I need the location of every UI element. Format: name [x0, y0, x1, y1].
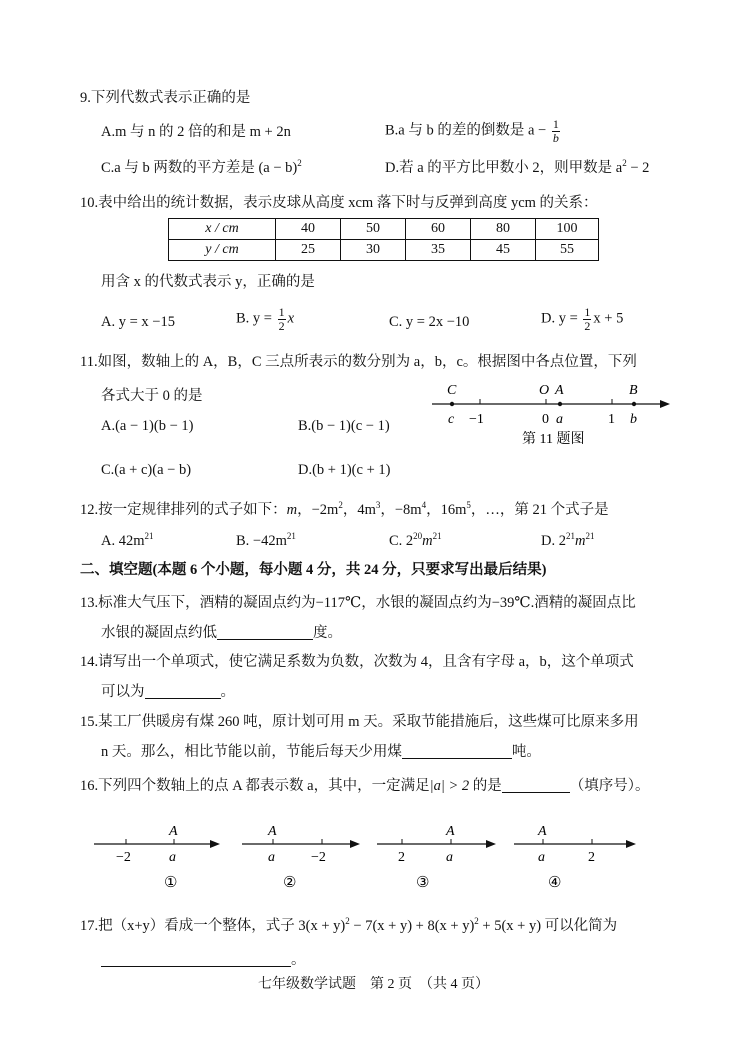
q16-answer-blank[interactable]: [502, 778, 570, 793]
q16-stem: [80, 778, 650, 795]
table-row: [169, 219, 599, 240]
value-neg1: −1: [469, 412, 484, 427]
arrow-right-icon: [660, 400, 670, 408]
point-label: A: [538, 824, 547, 839]
q16-axis-2: [242, 824, 360, 891]
q10-option-c: C. y = 2x −10: [389, 314, 470, 330]
q11-stem-line2: 各式大于 0 的是: [101, 388, 203, 404]
value-1: 1: [608, 412, 615, 427]
q12-c-base: C. 2: [389, 533, 414, 549]
q10-b-prefix: B. y =: [236, 310, 272, 327]
section2-title: 二、填空题(本题 6 个小题，每小题 4 分，共 24 分，只要求写出最后结果): [80, 562, 547, 578]
q14-line2: [101, 684, 235, 701]
q12-stem-suffix: ，…，第 21 个式子是: [470, 502, 609, 518]
point-a-dot: [558, 402, 562, 406]
q12-b-text: B. −42m: [236, 533, 287, 549]
q17-mid2: + 5(x + y) 可以化简为: [478, 918, 618, 934]
q10-stem: 10.表中给出的统计数据，表示皮球从高度 xcm 落下时与反弹到高度 ycm 的关系：: [80, 195, 598, 211]
page-footer: 七年级数学试题 第 2 页 （共 4 页）: [258, 977, 489, 992]
q12-stem: 12.按一定规律排列的式子如下：m，$-2m^2$，$4m^3$，$-8m^4$，$16m^5$，…，第 21 个式子是: [80, 500, 609, 518]
q10-d-num: 1: [584, 305, 591, 319]
ref-value: 2: [588, 850, 595, 865]
table-cell: 25: [276, 240, 341, 261]
q13-line2-suffix: 度。: [313, 625, 342, 641]
q15-line2-prefix: n 天。那么，相比节能以前，节能后每天少用煤: [101, 744, 402, 760]
axis-number-label: ③: [416, 875, 430, 891]
q12-option-c: [389, 533, 442, 550]
point-value: a: [169, 850, 176, 865]
q17-exp1: 2: [345, 916, 350, 926]
q10-d-prefix: D. y =: [541, 310, 578, 327]
q14-line2-suffix: 。: [220, 684, 235, 700]
q9-b-frac-num: 1: [552, 117, 559, 131]
q10-option-b: [236, 306, 294, 332]
arrow-right-icon: [626, 840, 636, 848]
label-A: A: [555, 383, 564, 398]
q15-line1: 15.某工厂供暖房有煤 260 吨，原计划可用 m 天。采取节能措施后，这些煤可比原来多用: [80, 714, 639, 730]
q17-line2-suffix: 。: [291, 952, 306, 968]
table-cell: 60: [406, 219, 471, 240]
q12-b-exp: 21: [286, 531, 296, 541]
label-C: C: [447, 383, 457, 398]
q14-line1: 14.请写出一个单项式，使它满足系数为负数，次数为 4，且含有字母 a，b，这个单项式: [80, 654, 634, 670]
ref-value: 2: [398, 850, 405, 865]
q12-stem-prefix: 12.按一定规律排列的式子如下：: [80, 502, 287, 518]
table-cell: 45: [471, 240, 536, 261]
q17-exp2: 2: [474, 916, 479, 926]
q16-axis-4: [514, 824, 636, 891]
table-cell: 100: [536, 219, 599, 240]
q12-term3-exp: 3: [375, 500, 381, 510]
q14-answer-blank[interactable]: [145, 684, 221, 699]
q12-d-base: D. 2: [541, 533, 566, 549]
q16-axis-1: [94, 824, 220, 891]
table-header-x: x / cm: [169, 219, 276, 240]
q10-data-table: [168, 218, 599, 261]
value-0: 0: [542, 412, 549, 427]
q12-a-text: A. 42m: [101, 533, 145, 549]
point-value: a: [268, 850, 275, 865]
q15-answer-blank[interactable]: [402, 744, 512, 759]
q14-line2-prefix: 可以为: [101, 684, 145, 700]
q10-b-fraction: [278, 306, 286, 332]
arrow-right-icon: [486, 840, 496, 848]
table-header-y: y / cm: [169, 240, 276, 261]
q17-mid1: − 7(x + y) + 8(x + y): [349, 918, 475, 934]
q9-d-prefix: D.若 a 的平方比甲数小 2，则甲数是 a: [385, 160, 623, 176]
q13-line2: [101, 625, 342, 642]
ref-value: −2: [116, 850, 131, 865]
q9-b-fraction: [552, 118, 560, 144]
q9-option-a: A.m 与 n 的 2 倍的和是 m + 2n: [101, 124, 291, 140]
q12-c-exp2: 21: [432, 531, 442, 541]
q9-d-suffix: − 2: [626, 160, 650, 176]
q13-answer-blank[interactable]: [217, 625, 313, 640]
q15-line2: [101, 744, 541, 761]
axis-number-label: ④: [548, 875, 562, 891]
q12-term2-exp: 2: [338, 500, 343, 510]
q11-option-c: C.(a + c)(a − b): [101, 462, 192, 478]
q10-b-num: 1: [278, 305, 285, 319]
table-cell: 35: [406, 240, 471, 261]
q13-line1: 13.标准大气压下，酒精的凝固点约为−117℃，水银的凝固点约为−39℃.酒精的凝固点比: [80, 595, 636, 611]
q12-term4: −8m: [394, 502, 422, 518]
q12-d-mid: m: [574, 533, 586, 549]
q16-prefix: 16.下列四个数轴上的点 A 都表示数 a，其中，一定满足: [80, 778, 430, 794]
q11-number-line-figure: [426, 376, 676, 448]
q9-option-d: [385, 160, 649, 177]
q12-term4-exp: 4: [421, 500, 427, 510]
q11-option-b: B.(b − 1)(c − 1): [298, 418, 390, 434]
value-c: c: [448, 412, 455, 427]
q12-c-exp1: 20: [413, 531, 423, 541]
q9-c-exp: 2: [297, 158, 302, 168]
label-O: O: [539, 383, 550, 398]
q17-line1: [80, 918, 617, 935]
point-c-dot: [450, 402, 454, 406]
q10-d-suffix: x + 5: [593, 310, 624, 327]
figure-caption: 第 11 题图: [522, 432, 585, 447]
q17-line2: [101, 952, 306, 969]
q16-axis-3: [377, 824, 496, 891]
q12-term1: m: [286, 502, 298, 518]
q10-option-a: A. y = x −15: [101, 314, 175, 330]
q13-line2-prefix: 水银的凝固点约低: [101, 625, 217, 641]
q10-d-den: 2: [584, 318, 591, 333]
table-cell: 50: [341, 219, 406, 240]
q12-option-d: [541, 533, 594, 550]
axis-number-label: ①: [164, 875, 178, 891]
point-label: A: [169, 824, 178, 839]
point-label: A: [268, 824, 277, 839]
q12-c-mid: m: [422, 533, 433, 549]
q9-stem: 9.下列代数式表示正确的是: [80, 90, 251, 106]
q10-prompt: 用含 x 的代数式表示 y，正确的是: [101, 274, 315, 290]
table-cell: 40: [276, 219, 341, 240]
q17-answer-blank[interactable]: [101, 952, 291, 967]
point-b-dot: [632, 402, 636, 406]
q9-d-exp: 2: [622, 158, 627, 168]
q9-c-prefix: C.a 与 b 两数的平方差是 (a − b): [101, 160, 298, 176]
q12-d-exp1: 21: [565, 531, 575, 541]
q16-abs-expr: |a| > 2: [429, 778, 470, 794]
table-cell: 55: [536, 240, 599, 261]
q12-term5: 16m: [440, 502, 467, 518]
q16-number-lines: [90, 815, 650, 893]
q11-stem-line1: 11.如图，数轴上的 A，B，C 三点所表示的数分别为 a，b，c。根据图中各点位置，下列: [80, 354, 637, 370]
point-label: A: [446, 824, 455, 839]
q12-option-b: [236, 533, 296, 550]
q15-line2-suffix: 吨。: [511, 744, 541, 760]
q11-option-d: D.(b + 1)(c + 1): [298, 462, 391, 478]
axis-number-label: ②: [283, 875, 297, 891]
table-cell: 80: [471, 219, 536, 240]
q12-term3: 4m: [357, 502, 376, 518]
q9-b-prefix: B.a 与 b 的差的倒数是 a −: [385, 122, 547, 139]
q16-suffix: （填序号）。: [569, 778, 650, 794]
q11-option-a: A.(a − 1)(b − 1): [101, 418, 194, 434]
q12-term5-exp: 5: [466, 500, 471, 510]
arrow-right-icon: [350, 840, 360, 848]
point-value: a: [446, 850, 453, 865]
point-value: a: [538, 850, 545, 865]
q9-b-frac-den: b: [552, 130, 559, 145]
q10-b-suffix: x: [287, 310, 295, 327]
value-a: a: [556, 412, 563, 427]
q12-d-exp2: 21: [585, 531, 595, 541]
label-B: B: [629, 383, 638, 398]
q9-option-b: [385, 118, 562, 144]
table-row: [169, 240, 599, 261]
table-cell: 30: [341, 240, 406, 261]
q17-prefix: 17.把（x+y）看成一个整体，式子 3(x + y): [80, 918, 346, 934]
q12-option-a: [101, 533, 154, 550]
q16-mid: 的是: [469, 778, 502, 794]
value-b: b: [630, 412, 637, 427]
q12-term2: −2m: [311, 502, 339, 518]
q9-option-c: [101, 160, 302, 177]
ref-value: −2: [311, 850, 326, 865]
q10-option-d: [541, 306, 623, 332]
q12-a-exp: 21: [144, 531, 154, 541]
arrow-right-icon: [210, 840, 220, 848]
q10-d-fraction: [583, 306, 591, 332]
q10-b-den: 2: [278, 318, 285, 333]
